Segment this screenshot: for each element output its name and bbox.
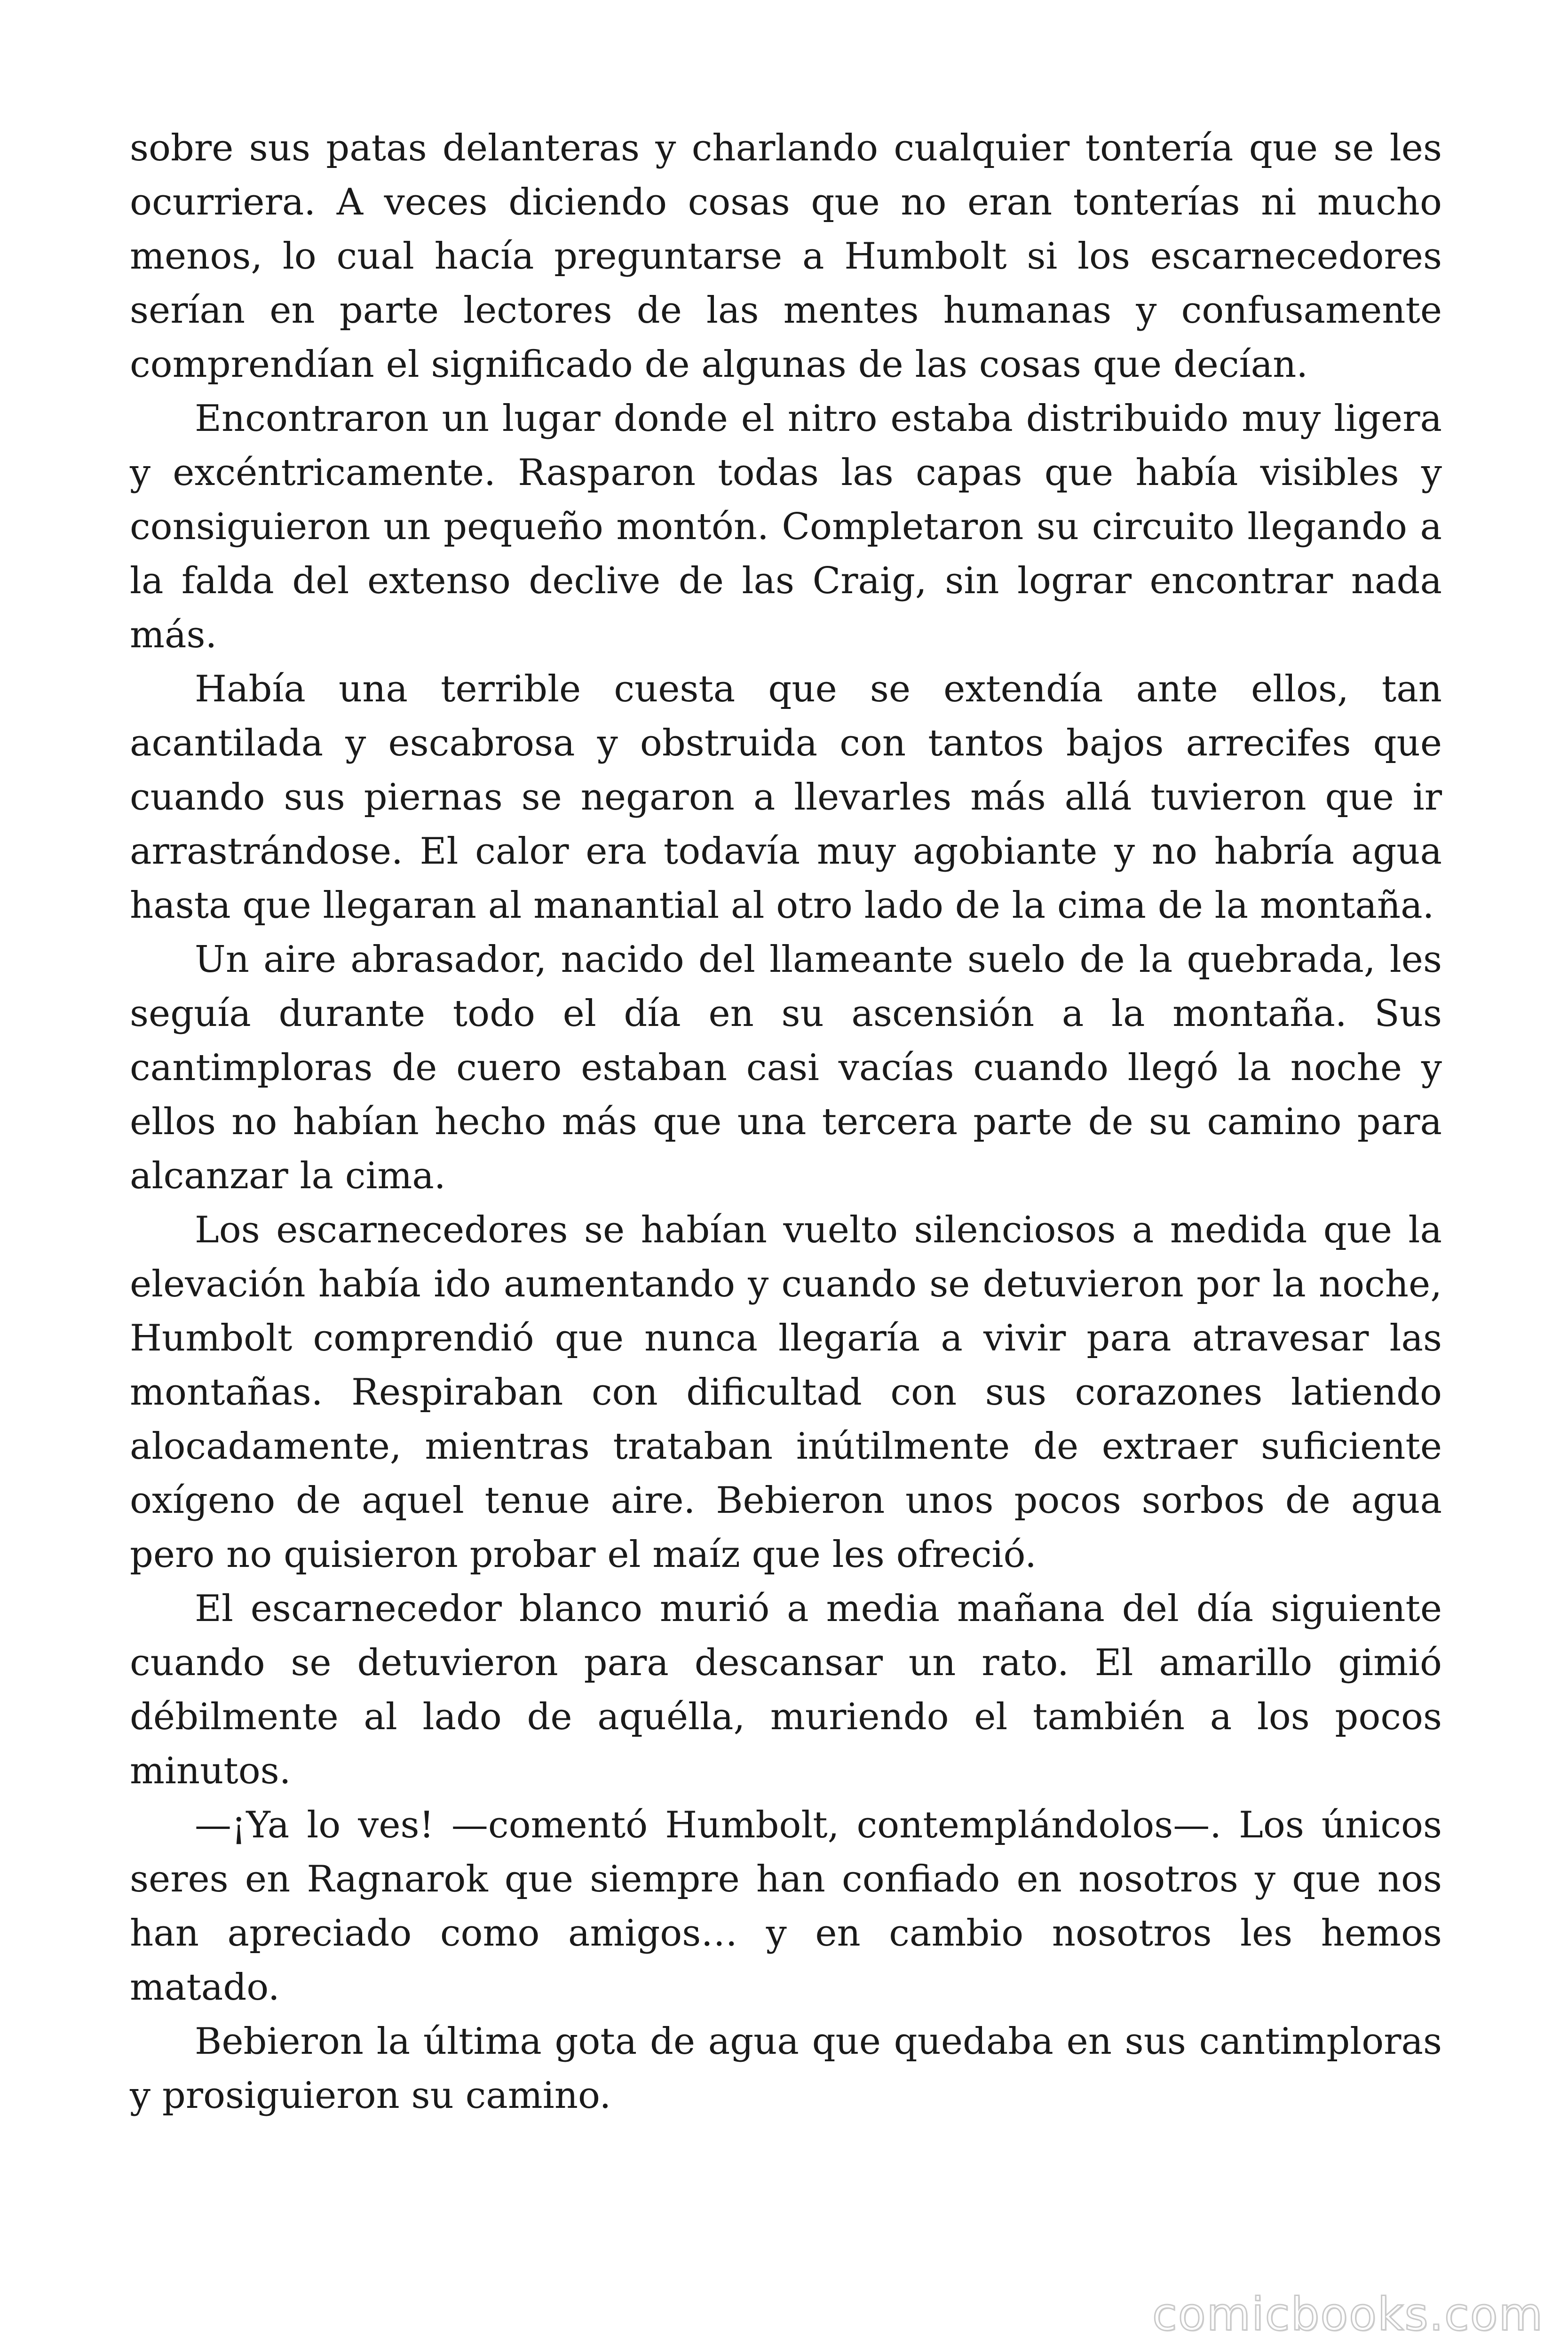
watermark: comicbooks.com [1152, 2288, 1544, 2341]
paragraph-4: Un aire abrasador, nacido del llameante suelo de la quebrada, les seguía durante todo el día en su ascensión a la montaña. Sus cantimploras de cuero estaban casi vacías cuando llegó la noche y ellos no habían hecho más que una tercera parte de su camino para alcanzar la cima. [130, 938, 1442, 1197]
paragraph-6: El escarnecedor blanco murió a media mañana del día siguiente cuando se detuvieron para descansar un rato. El amarillo gimió débilmente al lado de aquélla, muriendo el también a los pocos minutos. [130, 1588, 1442, 1792]
paragraph-5: Los escarnecedores se habían vuelto silenciosos a medida que la elevación había ido aumentando y cuando se detuvieron por la noche, Humbolt comprendió que nunca llegaría a vivir para atravesar las montañas. Respiraban con dificultad con sus corazones latiendo alocadamente, mientras trataban inútilmente de extraer suficiente oxígeno de aquel tenue aire. Bebieron unos pocos sorbos de agua pero no quisieron probar el maíz que les ofreció. [130, 1209, 1442, 1576]
paragraph-1: sobre sus patas delanteras y charlando cualquier tontería que se les ocurriera. A veces diciendo cosas que no eran tonterías ni mucho menos, lo cual hacía preguntarse a Humbolt si los escarnecedores serían en parte lectores de las mentes humanas y confusamente comprendían el significado de algunas de las cosas que decían. [130, 127, 1442, 386]
paragraph-2: Encontraron un lugar donde el nitro estaba distribuido muy ligera y excéntricamente. Rasparon todas las capas que había visibles y consiguieron un pequeño montón. Completaron su circuito llegando a la falda del extenso declive de las Craig, sin lograr encontrar nada más. [130, 397, 1442, 656]
page-body [130, 121, 1442, 2123]
paragraph-7: —¡Ya lo ves! —comentó Humbolt, contemplándolos—. Los únicos seres en Ragnarok que siempre han confiado en nosotros y que nos han apreciado como amigos… y en cambio nosotros les hemos matado. [130, 1804, 1442, 2009]
paragraph-8: Bebieron la última gota de agua que quedaba en sus cantimploras y prosiguieron su camino. [130, 2020, 1442, 2117]
paragraph-3: Había una terrible cuesta que se extendía ante ellos, tan acantilada y escabrosa y obstruida con tantos bajos arrecifes que cuando sus piernas se negaron a llevarles más allá tuvieron que ir arrastrándose. El calor era todavía muy agobiante y no habría agua hasta que llegaran al manantial al otro lado de la cima de la montaña. [130, 668, 1442, 927]
